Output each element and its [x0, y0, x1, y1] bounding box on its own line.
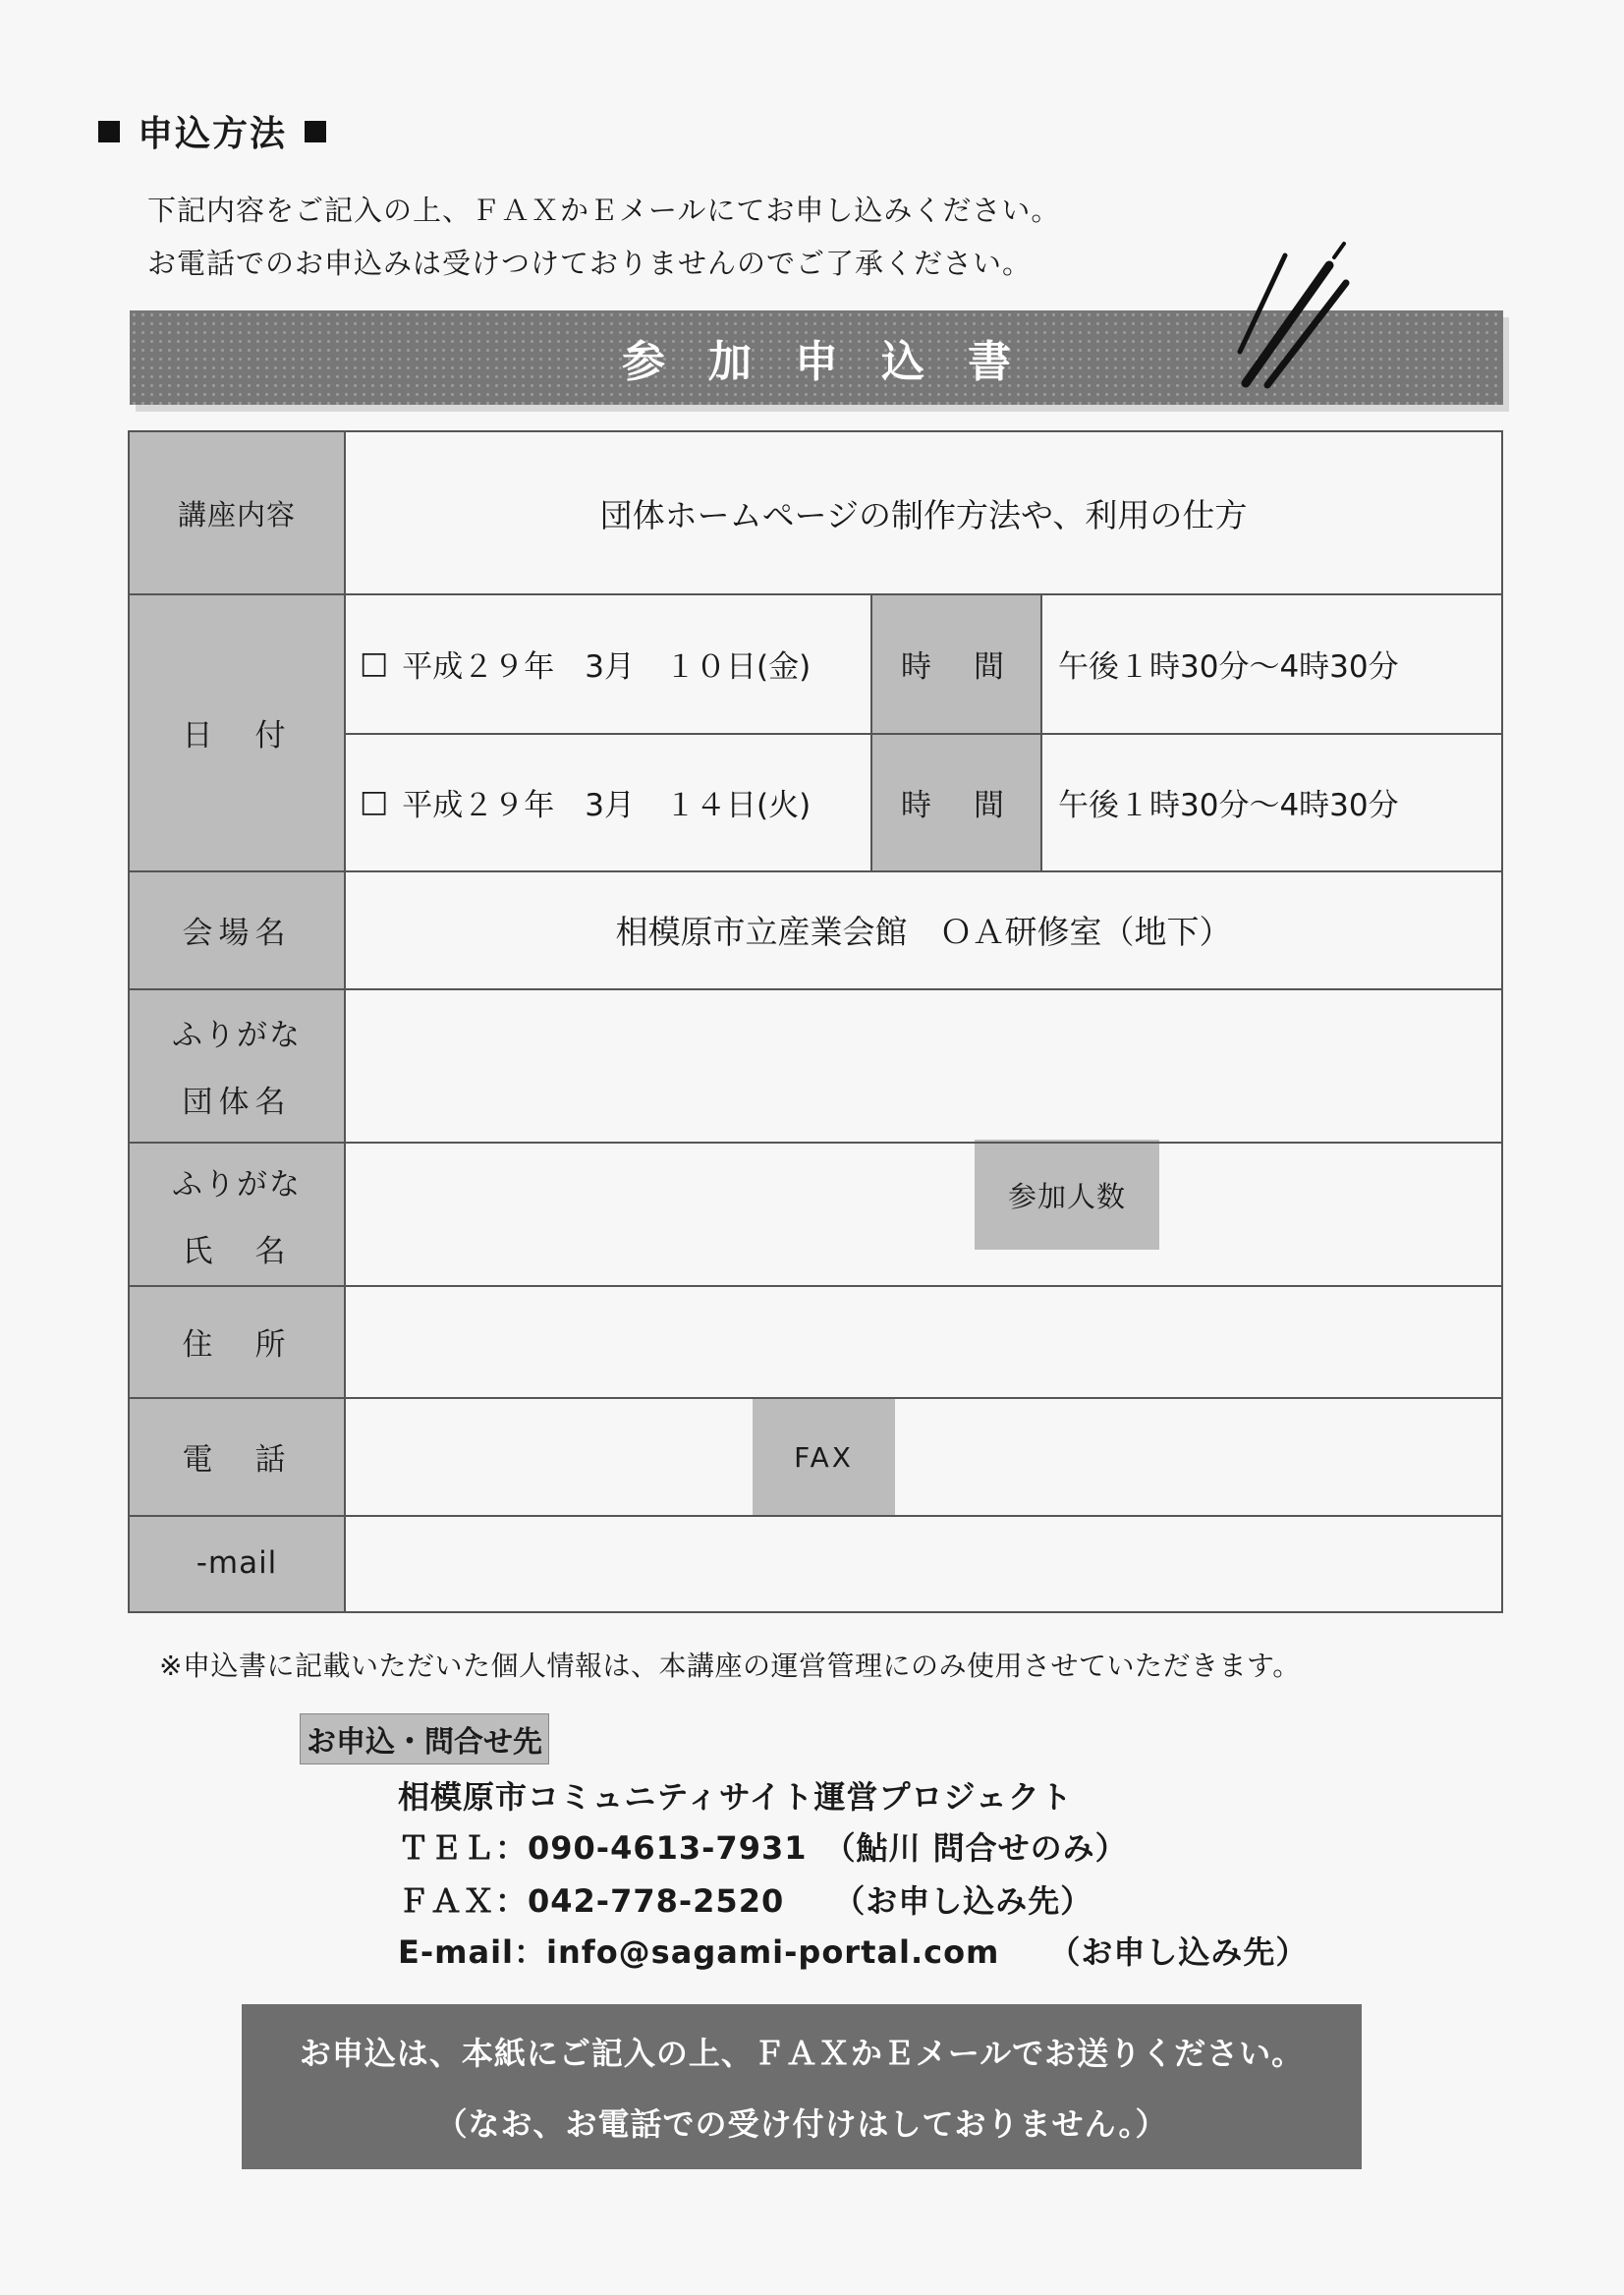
date-option-2[interactable] [360, 733, 861, 870]
group-furigana-label: ふりがな [172, 1017, 302, 1053]
time-value: 午後１時30分～4時30分 [1058, 787, 1399, 823]
phone-label: 電 話 [182, 1441, 292, 1478]
time-label: 時 間 [901, 787, 1010, 823]
contact-org: 相模原市コミュニティサイト運営プロジェクト [398, 1778, 1073, 1816]
address-label: 住 所 [182, 1326, 292, 1363]
contact-header: お申込・問合せ先 [300, 1713, 549, 1764]
group-name-label: 団体名 [182, 1084, 292, 1120]
course-value: 団体ホームページの制作方法や、利用の仕方 [599, 495, 1248, 534]
date-text: 平成２９年 3月 １４日(火) [402, 787, 812, 823]
footer-banner [242, 2004, 1362, 2169]
name-label: 氏 名 [182, 1233, 292, 1269]
square-bullet-icon [305, 121, 326, 142]
email-field[interactable] [344, 1515, 1503, 1611]
group-name-field[interactable] [344, 988, 1503, 1142]
name-furigana-label: ふりがな [172, 1166, 302, 1203]
fax-label: FAX [753, 1397, 895, 1517]
checkbox-icon[interactable]: □ [360, 784, 389, 819]
contact-tel: ＴＥＬ：090-4613-7931 （鮎川 問合せのみ） [398, 1829, 1128, 1867]
checkbox-icon[interactable]: □ [360, 645, 389, 681]
venue-value: 相模原市立産業会館 ＯＡ研修室（地下） [615, 912, 1232, 951]
date-label: 日 付 [182, 717, 292, 754]
privacy-note: ※申込書に記載いただいた個人情報は、本講座の運営管理にのみ使用させていただきます。 [159, 1650, 1301, 1682]
venue-label: 会場名 [182, 915, 292, 951]
section-heading-text: 申込方法 [138, 114, 288, 154]
date-option-1[interactable] [360, 593, 861, 733]
footer-line-2: （なお、お電話での受け付けはしておりません。） [435, 2105, 1168, 2143]
course-label: 講座内容 [177, 497, 296, 532]
footer-line-1: お申込は、本紙にご記入の上、ＦＡＸかＥメールでお送りください。 [299, 2035, 1305, 2072]
participants-field[interactable] [1161, 1142, 1501, 1285]
pen-icon [1226, 236, 1354, 393]
form-title: 参加申込書 [622, 337, 1054, 387]
square-bullet-icon [98, 121, 120, 142]
phone-field[interactable] [344, 1397, 751, 1515]
intro-line-2: お電話でのお申込みは受けつけておりませんのでご了承ください。 [147, 247, 1033, 280]
time-value: 午後１時30分～4時30分 [1058, 648, 1399, 685]
time-label: 時 間 [901, 648, 1010, 685]
contact-fax: ＦＡＸ：042-778-2520 （お申し込み先） [398, 1882, 1093, 1920]
intro-line-1: 下記内容をご記入の上、ＦＡＸかＥメールにてお申し込みください。 [147, 194, 1061, 227]
email-label: -mail [196, 1545, 278, 1581]
name-field[interactable] [344, 1142, 973, 1285]
date-text: 平成２９年 3月 １０日(金) [402, 648, 812, 685]
fax-field[interactable] [896, 1397, 1501, 1515]
contact-email: E-mail：info@sagami-portal.com （お申し込み先） [398, 1933, 1309, 1971]
address-field[interactable] [344, 1285, 1503, 1397]
participants-label: 参加人数 [975, 1140, 1159, 1250]
section-heading [98, 106, 326, 156]
application-form [128, 430, 1503, 1613]
